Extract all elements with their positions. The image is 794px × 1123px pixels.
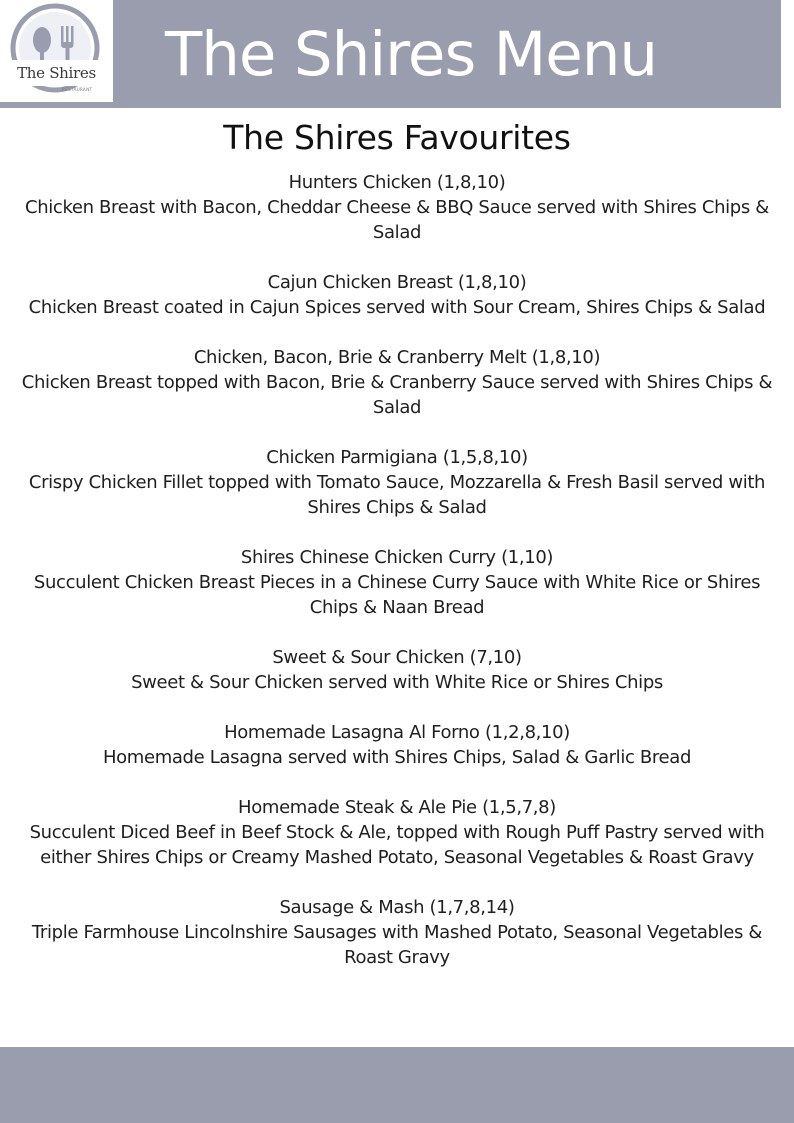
item-description: Triple Farmhouse Lincolnshire Sausages with Mashed Potato, Seasonal Vegetables & Roast Gravy [31, 922, 763, 968]
item-name: Homemade Steak & Ale Pie (1,5,7,8) [238, 797, 556, 818]
logo-subtext: RESTAURANT [62, 87, 93, 92]
item-name: Sausage & Mash (1,7,8,14) [279, 897, 515, 918]
item-name: Chicken Parmigiana (1,5,8,10) [266, 447, 528, 468]
menu-item [0, 270, 794, 320]
item-description: Sweet & Sour Chicken served with White Rice or Shires Chips [131, 672, 663, 693]
item-name: Chicken, Bacon, Brie & Cranberry Melt (1,8,10) [193, 347, 601, 368]
menu-item [0, 795, 794, 870]
menu-items [0, 170, 794, 995]
header-band [0, 0, 781, 108]
item-description: Chicken Breast coated in Cajun Spices served with Sour Cream, Shires Chips & Salad [28, 297, 766, 318]
menu-item [0, 645, 794, 695]
menu-item [0, 720, 794, 770]
menu-item [0, 545, 794, 620]
item-name: Shires Chinese Chicken Curry (1,10) [240, 547, 554, 568]
item-description: Chicken Breast with Bacon, Cheddar Cheese & BBQ Sauce served with Shires Chips & Salad [25, 197, 769, 243]
menu-item [0, 445, 794, 520]
menu-title: The Shires Menu [165, 19, 658, 90]
item-name: Homemade Lasagna Al Forno (1,2,8,10) [224, 722, 570, 743]
item-description: Chicken Breast topped with Bacon, Brie & Cranberry Sauce served with Shires Chips & Salad [21, 372, 773, 418]
menu-item [0, 895, 794, 970]
restaurant-logo-icon [0, 0, 113, 102]
menu-item [0, 170, 794, 245]
restaurant-logo [0, 0, 113, 102]
item-description: Crispy Chicken Fillet topped with Tomato Sauce, Mozzarella & Fresh Basil served with Shires Chips & Salad [28, 472, 766, 518]
item-name: Cajun Chicken Breast (1,8,10) [267, 272, 527, 293]
section-title: The Shires Favourites [223, 118, 571, 157]
item-description: Succulent Chicken Breast Pieces in a Chinese Curry Sauce with White Rice or Shires Chips & Naan Bread [33, 572, 761, 618]
logo-text: The Shires [17, 64, 96, 82]
item-description: Homemade Lasagna served with Shires Chips, Salad & Garlic Bread [102, 747, 692, 768]
menu-item [0, 345, 794, 420]
item-name: Sweet & Sour Chicken (7,10) [272, 647, 522, 668]
item-name: Hunters Chicken (1,8,10) [288, 172, 506, 193]
footer-band [0, 1047, 794, 1123]
item-description: Succulent Diced Beef in Beef Stock & Ale, topped with Rough Puff Pastry served with either Shires Chips or Creamy Mashed Potato, Seasonal Vegetables & Roast Gravy [29, 822, 765, 868]
